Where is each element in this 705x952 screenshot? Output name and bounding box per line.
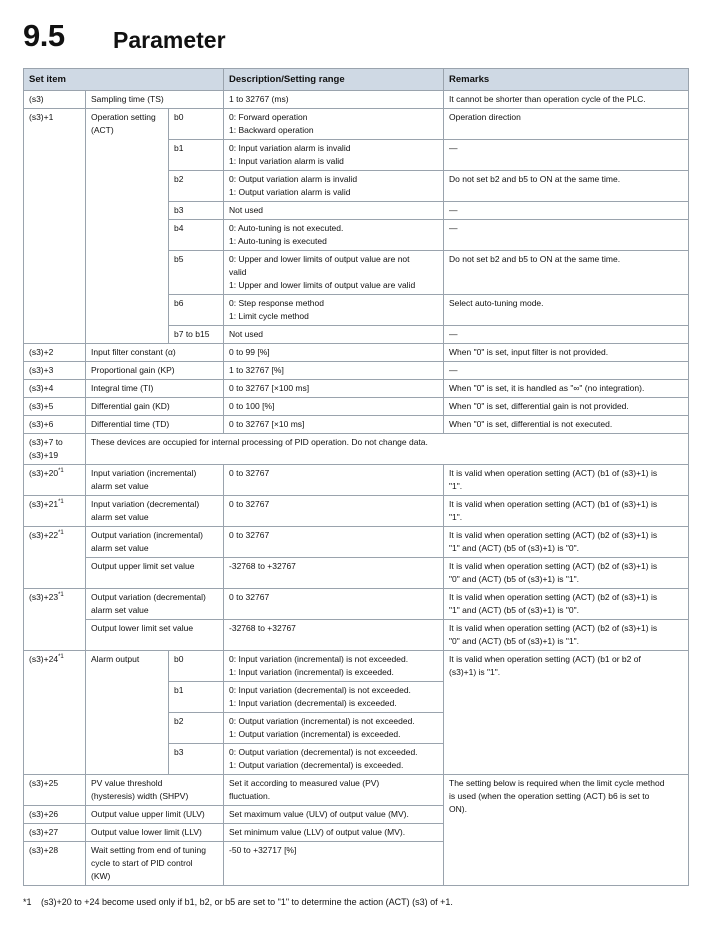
remarks-line: is used (when the operation setting (ACT) b6 is set to [449,791,650,801]
description-cell: 0 to 100 [%] [224,398,444,416]
set-item-cell: (s3) [24,91,86,109]
item-name-line: Output variation (decremental) [91,592,206,602]
remarks-cell: Do not set b2 and b5 to ON at the same time. [444,171,689,202]
description-cell: -50 to +32717 [%] [224,842,444,886]
footnote-mark: *1 [23,897,32,907]
description-cell: Not used [224,326,444,344]
table-header-row [24,69,689,91]
table-row [24,109,689,140]
bit-cell: b5 [169,251,224,295]
remarks-cell: — [444,140,689,171]
description-line: 1: Input variation (decremental) is exceeded. [229,698,397,708]
remarks-cell: — [444,362,689,380]
set-item-label: (s3)+21 [29,499,59,509]
item-name-cell [86,109,169,344]
table-row [24,398,689,416]
description-line: 0: Output variation (decremental) is not exceeded. [229,747,418,757]
description-line: Set it according to measured value (PV) [229,778,380,788]
description-line: 1: Input variation (incremental) is exceeded. [229,667,394,677]
description-line: 1: Backward operation [229,125,314,135]
section-title: Parameter [113,27,226,53]
remarks-line: It is valid when operation setting (ACT) (b1 of (s3)+1) is [449,499,658,509]
remarks-line: "1". [449,512,463,522]
footnote-ref: *1 [58,468,64,475]
item-name-line: alarm set value [91,481,149,491]
description-line: 1: Output variation (decremental) is exceeded. [229,760,404,770]
remarks-cell [444,620,689,651]
bit-cell: b3 [169,202,224,220]
remarks-cell: Operation direction [444,109,689,140]
item-name-line: PV value threshold [91,778,163,788]
description-cell [224,171,444,202]
remarks-cell: — [444,326,689,344]
bit-cell: b0 [169,109,224,140]
remarks-cell: Select auto-tuning mode. [444,295,689,326]
description-line: 0: Step response method [229,298,324,308]
footnote-text: (s3)+20 to +24 become used only if b1, b2, or b5 are set to "1" to determine the action (ACT) (s3) of +1. [41,897,453,907]
remarks-line: The setting below is required when the limit cycle method [449,778,665,788]
set-item-cell: (s3)+25 [24,775,86,806]
item-name-line: (ACT) [91,125,114,135]
description-line: 0: Upper and lower limits of output value are not [229,254,410,264]
remarks-line: It is valid when operation setting (ACT) (b1 or b2 of [449,654,641,664]
set-item-cell: (s3)+1 [24,109,86,344]
item-name-line: Input variation (incremental) [91,468,197,478]
set-item-cell: (s3)+4 [24,380,86,398]
set-item-cell [24,434,86,465]
item-name-cell [86,465,224,496]
item-name-cell [86,589,224,620]
table-row [24,91,689,109]
item-name-line: (KW) [91,871,111,881]
item-name-cell: Integral time (TI) [86,380,224,398]
limit-cycle-remarks-cell [444,775,689,886]
remarks-cell: When "0" is set, input filter is not provided. [444,344,689,362]
description-line: 1: Limit cycle method [229,311,309,321]
description-cell [224,251,444,295]
table-row [24,496,689,527]
description-cell [224,713,444,744]
description-line: 0: Input variation (decremental) is not exceeded. [229,685,411,695]
description-cell: 0 to 32767 [224,496,444,527]
bit-cell: b6 [169,295,224,326]
remarks-cell [444,527,689,558]
remarks-cell: When "0" is set, differential gain is not provided. [444,398,689,416]
set-item-cell [24,496,86,527]
item-name-line: cycle to start of PID control [91,858,193,868]
item-name-cell: Differential gain (KD) [86,398,224,416]
set-item-cell: (s3)+27 [24,824,86,842]
description-line: 0: Output variation alarm is invalid [229,174,358,184]
item-name-cell: Proportional gain (KP) [86,362,224,380]
set-item-cell: (s3)+2 [24,344,86,362]
set-item-line: (s3)+7 to [29,437,63,447]
bit-cell: b4 [169,220,224,251]
remarks-line: (s3)+1) is "1". [449,667,501,677]
description-line: 0: Input variation alarm is invalid [229,143,351,153]
item-name-cell [86,496,224,527]
description-cell: Not used [224,202,444,220]
set-item-cell: (s3)+5 [24,398,86,416]
set-item-cell [24,651,86,775]
table-row [24,465,689,496]
set-item-cell: (s3)+6 [24,416,86,434]
remarks-cell: — [444,220,689,251]
remarks-line: "1" and (ACT) (b5 of (s3)+1) is "0". [449,543,579,553]
remarks-line: It is valid when operation setting (ACT) (b2 of (s3)+1) is [449,561,658,571]
reserved-note-cell: These devices are occupied for internal processing of PID operation. Do not change data. [86,434,689,465]
remarks-cell: When "0" is set, it is handled as "∞" (no integration). [444,380,689,398]
description-cell [224,295,444,326]
remarks-cell [444,465,689,496]
table-row [24,527,689,558]
table-row [24,362,689,380]
description-line: 0: Forward operation [229,112,308,122]
description-line: 0: Output variation (incremental) is not exceeded. [229,716,415,726]
description-cell [224,220,444,251]
description-cell: 0 to 99 [%] [224,344,444,362]
set-item-cell: (s3)+26 [24,806,86,824]
remarks-cell [444,496,689,527]
remarks-line: It is valid when operation setting (ACT) (b1 of (s3)+1) is [449,468,658,478]
bit-cell: b2 [169,171,224,202]
section-number: 9.5 [23,18,65,53]
table-row [24,380,689,398]
remarks-cell [444,558,689,589]
item-name-cell: Input filter constant (α) [86,344,224,362]
remarks-line: ON). [449,804,467,814]
item-name-cell: Output value upper limit (ULV) [86,806,224,824]
item-name-cell: Sampling time (TS) [86,91,224,109]
description-line: valid [229,267,247,277]
description-cell: -32768 to +32767 [224,558,444,589]
description-cell: 1 to 32767 [%] [224,362,444,380]
footnote-ref: *1 [58,530,64,537]
bit-cell: b1 [169,140,224,171]
item-name-line: (hysteresis) width (SHPV) [91,791,189,801]
header-remarks: Remarks [444,69,689,91]
table-row [24,416,689,434]
remarks-line: "1". [449,481,463,491]
remarks-line: "0" and (ACT) (b5 of (s3)+1) is "1". [449,574,579,584]
item-name-cell: Alarm output [86,651,169,775]
description-cell: 0 to 32767 [224,527,444,558]
footnote-ref: *1 [58,654,64,661]
item-name-line: alarm set value [91,543,149,553]
footnote-ref: *1 [58,592,64,599]
set-item-label: (s3)+23 [29,592,59,602]
bit-cell: b3 [169,744,224,775]
description-line: fluctuation. [229,791,271,801]
item-name-cell [86,775,224,806]
set-item-cell: (s3)+28 [24,842,86,886]
parameter-table [23,68,689,886]
set-item-line: (s3)+19 [29,450,59,460]
description-line: 1: Output variation alarm is valid [229,187,351,197]
set-item-label: (s3)+24 [29,654,59,664]
remarks-cell [444,651,689,775]
remarks-cell: — [444,202,689,220]
bit-cell: b2 [169,713,224,744]
description-cell [224,682,444,713]
table-row [24,775,689,806]
item-name-line: alarm set value [91,512,149,522]
description-cell: 0 to 32767 [224,589,444,620]
set-item-label: (s3)+22 [29,530,59,540]
item-name-cell: Differential time (TD) [86,416,224,434]
table-row [24,344,689,362]
description-cell: Set maximum value (ULV) of output value (MV). [224,806,444,824]
description-cell [224,744,444,775]
description-line: 1: Auto-tuning is executed [229,236,327,246]
item-name-cell [86,842,224,886]
description-cell [224,775,444,806]
remarks-cell: It cannot be shorter than operation cycle of the PLC. [444,91,689,109]
set-item-cell [24,465,86,496]
description-cell: Set minimum value (LLV) of output value (MV). [224,824,444,842]
set-item-label: (s3)+20 [29,468,59,478]
description-cell [224,140,444,171]
description-cell: 1 to 32767 (ms) [224,91,444,109]
item-name-line: Input variation (decremental) [91,499,200,509]
header-description: Description/Setting range [224,69,444,91]
description-cell [224,651,444,682]
description-line: 1: Output variation (incremental) is exceeded. [229,729,401,739]
item-name-line: alarm set value [91,605,149,615]
description-cell [224,109,444,140]
remarks-cell: Do not set b2 and b5 to ON at the same time. [444,251,689,295]
item-name-cell [86,527,224,558]
set-item-cell [24,589,86,651]
remarks-line: "1" and (ACT) (b5 of (s3)+1) is "0". [449,605,579,615]
remarks-cell: When "0" is set, differential is not executed. [444,416,689,434]
table-row [24,651,689,682]
set-item-cell [24,527,86,589]
remarks-line: It is valid when operation setting (ACT) (b2 of (s3)+1) is [449,592,658,602]
item-name-line: Operation setting [91,112,156,122]
description-line: 0: Input variation (incremental) is not exceeded. [229,654,409,664]
footnote-ref: *1 [58,499,64,506]
table-row [24,620,689,651]
item-name-cell: Output value lower limit (LLV) [86,824,224,842]
table-row [24,589,689,620]
item-name-line: Wait setting from end of tuning [91,845,206,855]
bit-cell: b0 [169,651,224,682]
description-line: 0: Auto-tuning is not executed. [229,223,344,233]
item-name-line: Output variation (incremental) [91,530,203,540]
description-line: 1: Input variation alarm is valid [229,156,344,166]
description-cell: 0 to 32767 [224,465,444,496]
item-name-cell: Output lower limit set value [86,620,224,651]
description-cell: -32768 to +32767 [224,620,444,651]
table-row [24,558,689,589]
bit-cell: b1 [169,682,224,713]
description-cell: 0 to 32767 [×100 ms] [224,380,444,398]
description-cell: 0 to 32767 [×10 ms] [224,416,444,434]
footnote [23,896,688,908]
table-row [24,434,689,465]
set-item-cell: (s3)+3 [24,362,86,380]
remarks-line: It is valid when operation setting (ACT) (b2 of (s3)+1) is [449,623,658,633]
item-name-cell: Output upper limit set value [86,558,224,589]
description-line: 1: Upper and lower limits of output value are valid [229,280,416,290]
header-set-item: Set item [24,69,224,91]
remarks-line: It is valid when operation setting (ACT) (b2 of (s3)+1) is [449,530,658,540]
bit-cell: b7 to b15 [169,326,224,344]
remarks-cell [444,589,689,620]
remarks-line: "0" and (ACT) (b5 of (s3)+1) is "1". [449,636,579,646]
